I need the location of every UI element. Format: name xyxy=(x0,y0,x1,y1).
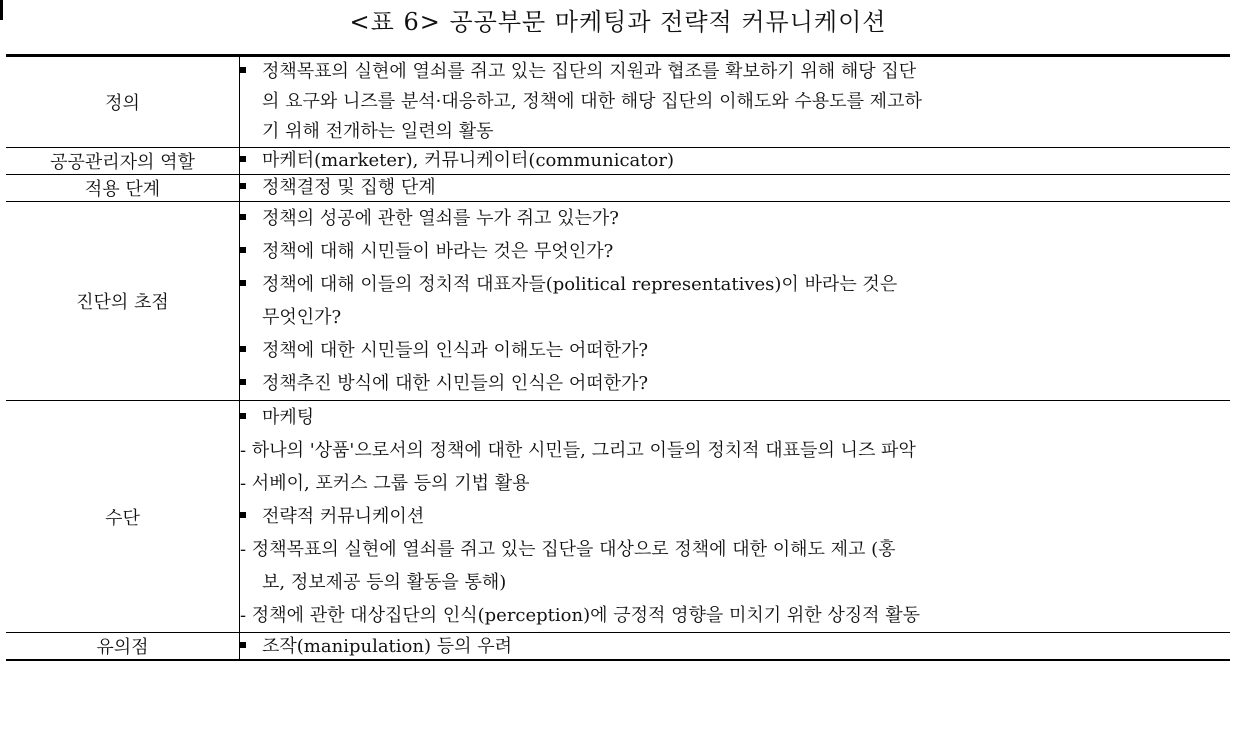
content-line: 정책의 성공에 관한 열쇠를 누가 쥐고 있는가? xyxy=(240,202,1230,235)
bullet-icon xyxy=(240,642,246,648)
row-label-diagnosis-focus: 진단의 초점 xyxy=(6,202,240,401)
content-line: 정책에 대해 이들의 정치적 대표자들(political representatives)이 바라는 것은 xyxy=(240,268,1230,301)
table-row-definition xyxy=(6,56,1230,148)
row-content-diagnosis-focus xyxy=(240,202,1231,401)
content-line: 마케팅 xyxy=(240,401,1230,434)
content-line: - 서베이, 포커스 그룹 등의 기법 활용 xyxy=(240,473,530,494)
bullet-icon xyxy=(240,280,246,286)
marketing-communication-table xyxy=(6,54,1230,661)
table-row-means xyxy=(6,401,1230,633)
content-line: - 정책목표의 실현에 열쇠를 쥐고 있는 집단을 대상으로 정책에 대한 이해도 제고 (홍 xyxy=(240,539,896,560)
table-row-caution xyxy=(6,633,1230,661)
row-label-manager-role: 공공관리자의 역할 xyxy=(6,148,240,175)
content-line: 보, 정보제공 등의 활동을 통해) xyxy=(262,572,507,593)
content-line: - 하나의 '상품'으로서의 정책에 대한 시민들, 그리고 이들의 정치적 대표들의 니즈 파악 xyxy=(240,440,916,461)
content-line: 의 요구와 니즈를 분석·대응하고, 정책에 대한 해당 집단의 이해도와 수용도를 제고하 xyxy=(262,91,922,112)
row-content-definition xyxy=(240,56,1231,148)
row-content-means xyxy=(240,401,1231,633)
bullet-icon xyxy=(240,379,246,385)
content-line: - 정책에 관한 대상집단의 인식(perception)에 긍정적 영향을 미치기 위한 상징적 활동 xyxy=(240,605,921,626)
bullet-icon xyxy=(240,67,246,73)
bullet-icon xyxy=(240,413,246,419)
content-line: 정책목표의 실현에 열쇠를 쥐고 있는 집단의 지원과 협조를 확보하기 위해 해당 집단 xyxy=(240,57,1230,87)
bullet-icon xyxy=(240,214,246,220)
table-row-manager-role xyxy=(6,148,1230,175)
content-line: 마케터(marketer), 커뮤니케이터(communicator) xyxy=(240,150,1230,172)
row-label-means: 수단 xyxy=(6,401,240,633)
content-line: 조작(manipulation) 등의 우려 xyxy=(240,635,1230,658)
content-line: 정책에 대해 시민들이 바라는 것은 무엇인가? xyxy=(240,235,1230,268)
row-label-definition: 정의 xyxy=(6,56,240,148)
bullet-icon xyxy=(240,512,246,518)
row-content-manager-role xyxy=(240,148,1231,175)
table-row-diagnosis-focus xyxy=(6,202,1230,401)
row-label-caution: 유의점 xyxy=(6,633,240,661)
table-caption: <표 6> 공공부문 마케팅과 전략적 커뮤니케이션 xyxy=(349,8,887,36)
bullet-icon xyxy=(240,183,246,189)
content-line: 정책에 대한 시민들의 인식과 이해도는 어떠한가? xyxy=(240,334,1230,367)
bullet-icon xyxy=(240,156,246,162)
row-content-caution xyxy=(240,633,1231,661)
content-line: 정책결정 및 집행 단계 xyxy=(240,175,1230,201)
row-content-application-stage xyxy=(240,175,1231,202)
content-line: 전략적 커뮤니케이션 xyxy=(240,500,1230,533)
table-row-application-stage xyxy=(6,175,1230,202)
content-line: 정책추진 방식에 대한 시민들의 인식은 어떠한가? xyxy=(240,367,1230,400)
bullet-icon xyxy=(240,346,246,352)
content-line: 무엇인가? xyxy=(262,307,342,328)
row-label-application-stage: 적용 단계 xyxy=(6,175,240,202)
content-line: 기 위해 전개하는 일련의 활동 xyxy=(262,121,494,142)
bullet-icon xyxy=(240,247,246,253)
